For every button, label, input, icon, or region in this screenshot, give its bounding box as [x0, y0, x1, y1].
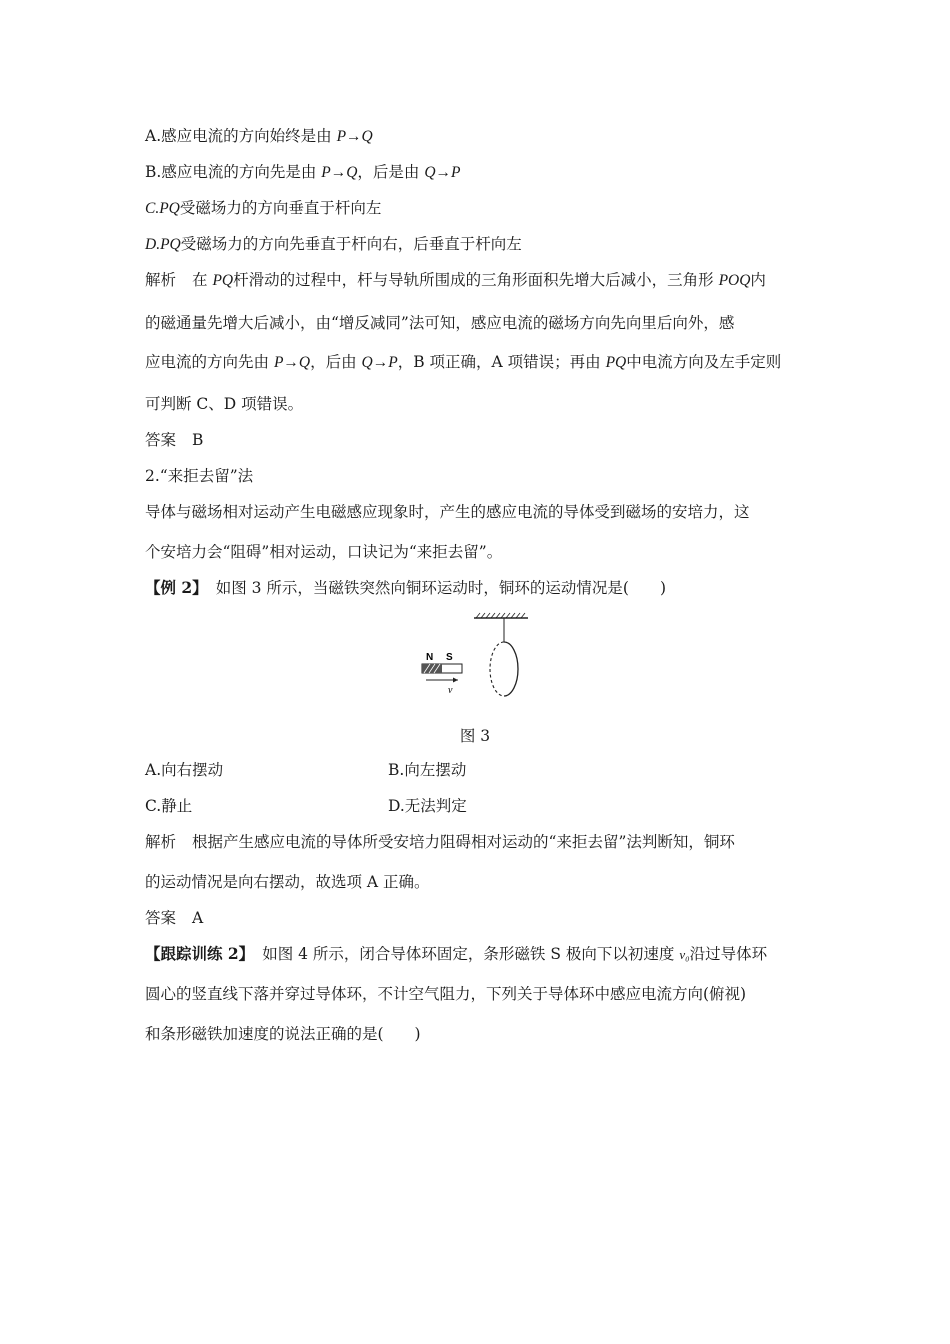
copper-ring-back: [490, 642, 504, 696]
example-question: 【例 2】 如图 3 所示，当磁铁突然向铜环运动时，铜环的运动情况是( ): [145, 578, 666, 597]
answer-value: B: [192, 431, 204, 449]
figure-caption: 图 3: [459, 727, 491, 745]
n-pole-label: N: [426, 652, 434, 663]
example-option-a: A.向右摆动: [145, 761, 224, 779]
example-option-b: B.向左摆动: [388, 761, 467, 779]
s-pole-label: S: [446, 652, 453, 663]
example-answer-value: A: [192, 909, 204, 927]
training-line-3: 和条形磁铁加速度的说法正确的是( ): [145, 1025, 421, 1043]
section-paragraph-line-1: 导体与磁场相对运动产生电磁感应现象时，产生的感应电流的导体受到磁场的安培力，这: [145, 503, 750, 521]
example-analysis-line-1: 解析 根据产生感应电流的导体所受安培力阻碍相对运动的“来拒去留”法判断知，铜环: [145, 833, 735, 851]
section-paragraph-line-2: 个安培力会“阻碍”相对运动，口诀记为“来拒去留”。: [145, 543, 503, 561]
section-title: 2.“来拒去留”法: [145, 467, 254, 485]
analysis-line-1: 解析 在 PQ杆滑动的过程中，杆与导轨所围成的三角形面积先增大后减小，三角形 POQ内: [145, 271, 766, 289]
option-c: C.PQ受磁场力的方向垂直于杆向左: [145, 199, 382, 217]
answer-label: 答案: [145, 431, 177, 449]
training-line-2: 圆心的竖直线下落并穿过导体环，不计空气阻力，下列关于导体环中感应电流方向(俯视): [145, 985, 747, 1003]
example-analysis-line-2: 的运动情况是向右摆动，故选项 A 正确。: [145, 873, 430, 891]
training-tag: 【跟踪训练 2】: [145, 944, 255, 963]
analysis-label: 解析: [145, 271, 177, 289]
example-option-c: C.静止: [145, 797, 193, 815]
velocity-label: v: [448, 685, 453, 696]
answer-line-1: [145, 430, 203, 450]
example-option-d: D.无法判定: [388, 797, 467, 815]
option-a: A.感应电流的方向始终是由 P→Q: [145, 127, 373, 145]
example-answer-line: [145, 908, 203, 928]
option-b: B.感应电流的方向先是由 P→Q，后是由 Q→P: [145, 163, 461, 181]
copper-ring-front: [504, 642, 518, 696]
analysis-line-2: 的磁通量先增大后减小，由“增反减同”法可知，感应电流的磁场方向先向里后向外，感: [145, 314, 735, 332]
option-d: D.PQ受磁场力的方向先垂直于杆向右，后垂直于杆向左: [145, 235, 522, 253]
magnet-ring-figure: [418, 612, 538, 704]
training-line-1: 【跟踪训练 2】 如图 4 所示，闭合导体环固定，条形磁铁 S 极向下以初速度 v₀沿过导体环: [145, 944, 768, 963]
ceiling-hatching: [476, 613, 525, 618]
example-analysis-label: 解析: [145, 833, 177, 851]
analysis-line-4: 可判断 C、D 项错误。: [145, 395, 304, 413]
arrow-head-icon: [453, 678, 458, 683]
analysis-line-3: 应电流的方向先由 P→Q，后由 Q→P，B 项正确，A 项错误；再由 PQ中电流方向及左手定则: [145, 353, 782, 371]
example-answer-label: 答案: [145, 909, 177, 927]
example-tag: 【例 2】: [145, 578, 208, 597]
